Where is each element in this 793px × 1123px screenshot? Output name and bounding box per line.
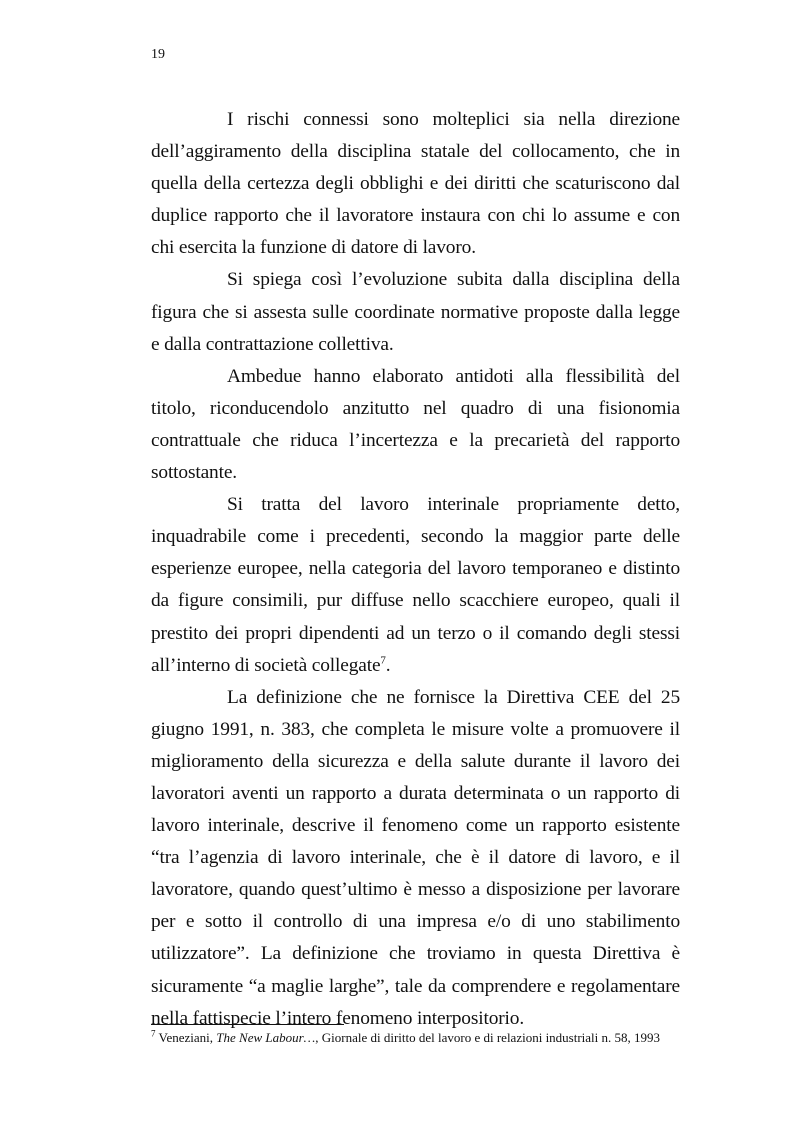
footnote-divider — [151, 1024, 344, 1025]
page-number: 19 — [151, 47, 165, 62]
paragraph: I rischi connessi sono molteplici sia nella direzione dell’aggiramento della disciplina statale del collocamento, che in quella della certezza degli obblighi e dei diritti che scaturiscono dal duplice rapporto che il lavoratore instaura con chi lo assume e con chi esercita la funzione di datore di lavoro. — [151, 109, 680, 259]
body-text — [151, 104, 680, 1035]
paragraph: Ambedue hanno elaborato antidoti alla flessibilità del titolo, riconducendolo anzitutto nel quadro di una fisionomia contrattuale che riduca l’incertezza e la precarietà del rapporto sottostante. — [151, 365, 680, 484]
footnote — [151, 1029, 711, 1046]
paragraph: Si spiega così l’evoluzione subita dalla disciplina della figura che si assesta sulle coordinate normative proposte dalla legge e dalla contrattazione collettiva. — [151, 269, 680, 355]
paragraph: Si tratta del lavoro interinale propriamente detto, inquadrabile come i precedenti, secondo la maggior parte delle esperienze europee, nella categoria del lavoro temporaneo e distinto da figure consimili, pur diffuse nello scacchiere europeo, quali il prestito dei propri dipendenti ad un terzo o il comando degli stessi all’interno di società collegate$^7$. — [151, 494, 680, 676]
footnote-title: The New Labour… — [216, 1030, 316, 1045]
paragraph: La definizione che ne fornisce la Direttiva CEE del 25 giugno 1991, n. 383, che completa le misure volte a promuovere il miglioramento della sicurezza e della salute durante il lavoro dei lavoratori aventi un rapporto a durata determinata o un rapporto di lavoro interinale, descrive il fenomeno come un rapporto esistente “tra l’agenzia di lavoro interinale, che è il datore di lavoro, e il lavoratore, quando quest’ultimo è messo a disposizione per lavorare per e sotto il controllo di una impresa e/o di uno stabilimento utilizzatore”. La definizione che troviamo in questa Direttiva è sicuramente “a maglie larghe”, tale da comprendere e regolamentare nella fattispecie l’intero fenomeno interpositorio. — [151, 686, 680, 1029]
footnote-ref: 7 — [380, 654, 386, 667]
footnote-source: , Giornale di diritto del lavoro e di relazioni industriali n. 58, 1993 — [315, 1030, 661, 1045]
footnote-author: Veneziani, — [158, 1030, 217, 1045]
footnote-number: 7 — [151, 1028, 156, 1039]
